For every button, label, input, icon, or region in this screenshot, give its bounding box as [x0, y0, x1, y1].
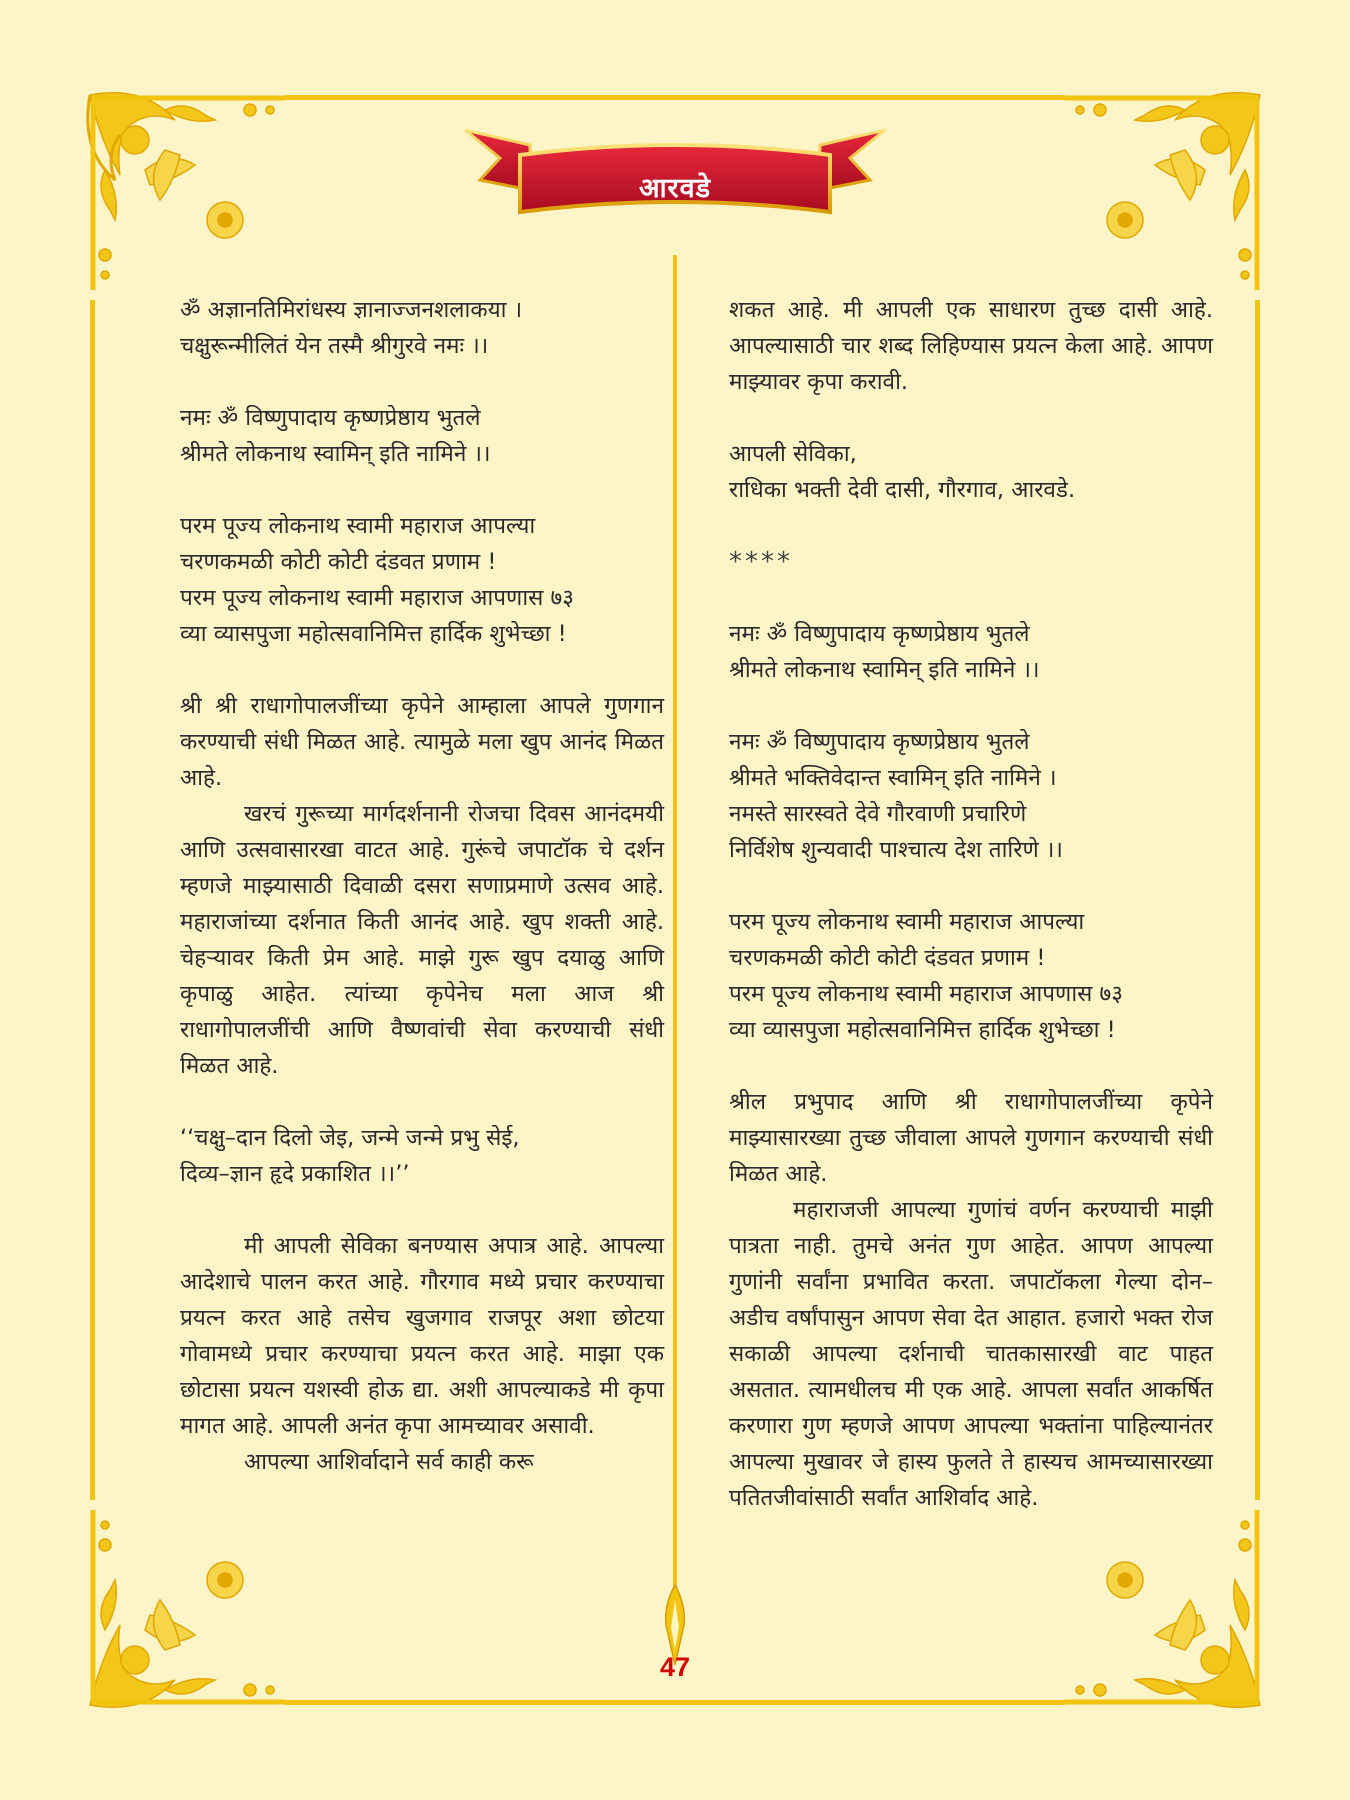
frame-top-border — [285, 95, 1065, 100]
body-paragraph: खरचं गुरूच्या मार्गदर्शनानी रोजचा दिवस आनंदमयी आणि उत्सवासारखा वाटत आहे. गुरूंचे जपाटॉक चे दर्शन म्हणजे माझ्यासाठी दिवाळी दसरा सणाप्रमाणे उत्सव आहे. महाराजांच्या दर्शनात किती आनंद आहे. खुप शक्ती आहे. चेहऱ्यावर किती प्रेम आहे. माझे गुरू खुप दयाळु आणि कृपाळु आहेत. त्यांच्या कृपेनेच मला आज श्री राधागोपालजींची आणि वैष्णवांची सेवा करण्याची संधी मिळत आहे. — [180, 801, 664, 1079]
text-line: व्या व्यासपुजा महोत्सवानिमित्त हार्दिक शुभेच्छा ! — [180, 621, 567, 647]
text-line: परम पूज्य लोकनाथ स्वामी महाराज आपणास ७३ — [729, 981, 1123, 1007]
verse-line: नमः ॐ विष्णुपादाय कृष्णप्रेष्ठाय भुतले — [180, 405, 481, 431]
verse-line: निर्विशेष शुन्यवादी पाश्चात्य देश तारिणे ।। — [729, 837, 1063, 863]
text-line: परम पूज्य लोकनाथ स्वामी महाराज आपल्या — [729, 909, 1085, 935]
text-line: परम पूज्य लोकनाथ स्वामी महाराज आपल्या — [180, 513, 536, 539]
text-line: चरणकमळी कोटी कोटी दंडवत प्रणाम ! — [729, 945, 1046, 971]
verse-line: नमः ॐ विष्णुपादाय कृष्णप्रेष्ठाय भुतले — [729, 729, 1030, 755]
verse-line: नमः ॐ विष्णुपादाय कृष्णप्रेष्ठाय भुतले — [729, 621, 1030, 647]
signature-line: राधिका भक्ती देवी दासी, गौरगाव, आरवडे. — [729, 477, 1076, 503]
text-line: व्या व्यासपुजा महोत्सवानिमित्त हार्दिक शुभेच्छा ! — [729, 1017, 1116, 1043]
corner-ornament-top-right — [1065, 80, 1275, 290]
quote-verse — [180, 1120, 664, 1192]
verse-line: दिव्य–ज्ञान हृदे प्रकाशित ।।’’ — [180, 1161, 410, 1187]
invocation-verse-3 — [729, 616, 1213, 688]
verse-line: ‘‘चक्षु–दान दिलो जेइ, जन्मे जन्मे प्रभु सेई, — [180, 1125, 520, 1151]
greeting-paragraph — [729, 904, 1213, 1048]
corner-ornament-bottom-right — [1065, 1510, 1275, 1720]
verse-line: ॐ अज्ञानतिमिरांधस्य ज्ञानाज्जनशलाकया । — [180, 297, 523, 323]
corner-ornament-top-left — [75, 80, 285, 290]
body-paragraph: मी आपली सेविका बनण्यास अपात्र आहे. आपल्या आदेशाचे पालन करत आहे. गौरगाव मध्ये प्रचार करण्याचा प्रयत्न करत आहे तसेच खुजगाव राजपूर अशा छोटया गोवामध्ये प्रचार करण्याचा प्रयत्न करत आहे. माझा एक छोटासा प्रयत्न यशस्वी होऊ द्या. अशी आपल्याकडे मी कृपा मागत आहे. आपली अनंत कृपा आमच्यावर असावी. — [180, 1233, 664, 1439]
invocation-verse-4 — [729, 724, 1213, 868]
page-title: आरवडे — [638, 173, 712, 204]
signature-block — [729, 436, 1213, 508]
verse-line: श्रीमते लोकनाथ स्वामिन् इति नामिने ।। — [729, 657, 1040, 683]
signature-line: आपली सेविका, — [729, 441, 857, 467]
verse-line: श्रीमते भक्तिवेदान्त स्वामिन् इति नामिने । — [729, 765, 1057, 791]
frame-left-border — [90, 300, 95, 1500]
page-number: 47 — [659, 1652, 691, 1682]
verse-line: श्रीमते लोकनाथ स्वामिन् इति नामिने ।। — [180, 441, 491, 467]
verse-line: नमस्ते सारस्वते देवे गौरवाणी प्रचारिणे — [729, 801, 1027, 827]
body-paragraph: श्रील प्रभुपाद आणि श्री राधागोपालजींच्या कृपेने माझ्यासारख्या तुच्छ जीवाला आपले गुणगान करण्याची संधी मिळत आहे. — [729, 1089, 1213, 1187]
section-separator: **** — [729, 547, 793, 577]
verse-line: चक्षुरून्मीलितं येन तस्मै श्रीगुरवे नमः ।। — [180, 333, 489, 359]
left-column — [180, 292, 664, 1480]
corner-ornament-bottom-left — [75, 1510, 285, 1720]
body-paragraph: आपल्या आशिर्वादाने सर्व काही करू — [244, 1449, 534, 1475]
body-paragraph: महाराजजी आपल्या गुणांचं वर्णन करण्याची माझी पात्रता नाही. तुमचे अनंत गुण आहेत. आपण आपल्या गुणांनी सर्वांना प्रभावित करता. जपाटॉकला गेल्या दोन–अडीच वर्षांपासुन आपण सेवा देत आहात. हजारो भक्त रोज सकाळी आपल्या दर्शनाची चातकासारखी वाट पाहत असतात. त्यामधीलच मी एक आहे. आपला सर्वांत आकर्षित करणारा गुण म्हणजे आपण आपल्या भक्तांना पाहिल्यानंतर आपल्या मुखावर जे हास्य फुलते ते हास्यच आमच्यासारख्या पतितजीवांसाठी सर्वांत आशिर्वाद आहे. — [729, 1197, 1213, 1511]
invocation-verse-2 — [180, 400, 664, 472]
right-column — [729, 292, 1213, 1516]
text-line: चरणकमळी कोटी कोटी दंडवत प्रणाम ! — [180, 549, 497, 575]
frame-bottom-border — [285, 1700, 1065, 1705]
body-paragraph: श्री श्री राधागोपालजींच्या कृपेने आम्हाला आपले गुणगान करण्याची संधी मिळत आहे. त्यामुळे मला खुप आनंद मिळत आहे. — [180, 693, 664, 791]
text-line: परम पूज्य लोकनाथ स्वामी महाराज आपणास ७३ — [180, 585, 574, 611]
body-paragraph: शकत आहे. मी आपली एक साधारण तुच्छ दासी आहे. आपल्यासाठी चार शब्द लिहिण्यास प्रयत्न केला आहे. आपण माझ्यावर कृपा करावी. — [729, 297, 1213, 395]
invocation-verse-1 — [180, 292, 664, 364]
greeting-paragraph — [180, 508, 664, 652]
frame-right-border — [1255, 300, 1260, 1500]
